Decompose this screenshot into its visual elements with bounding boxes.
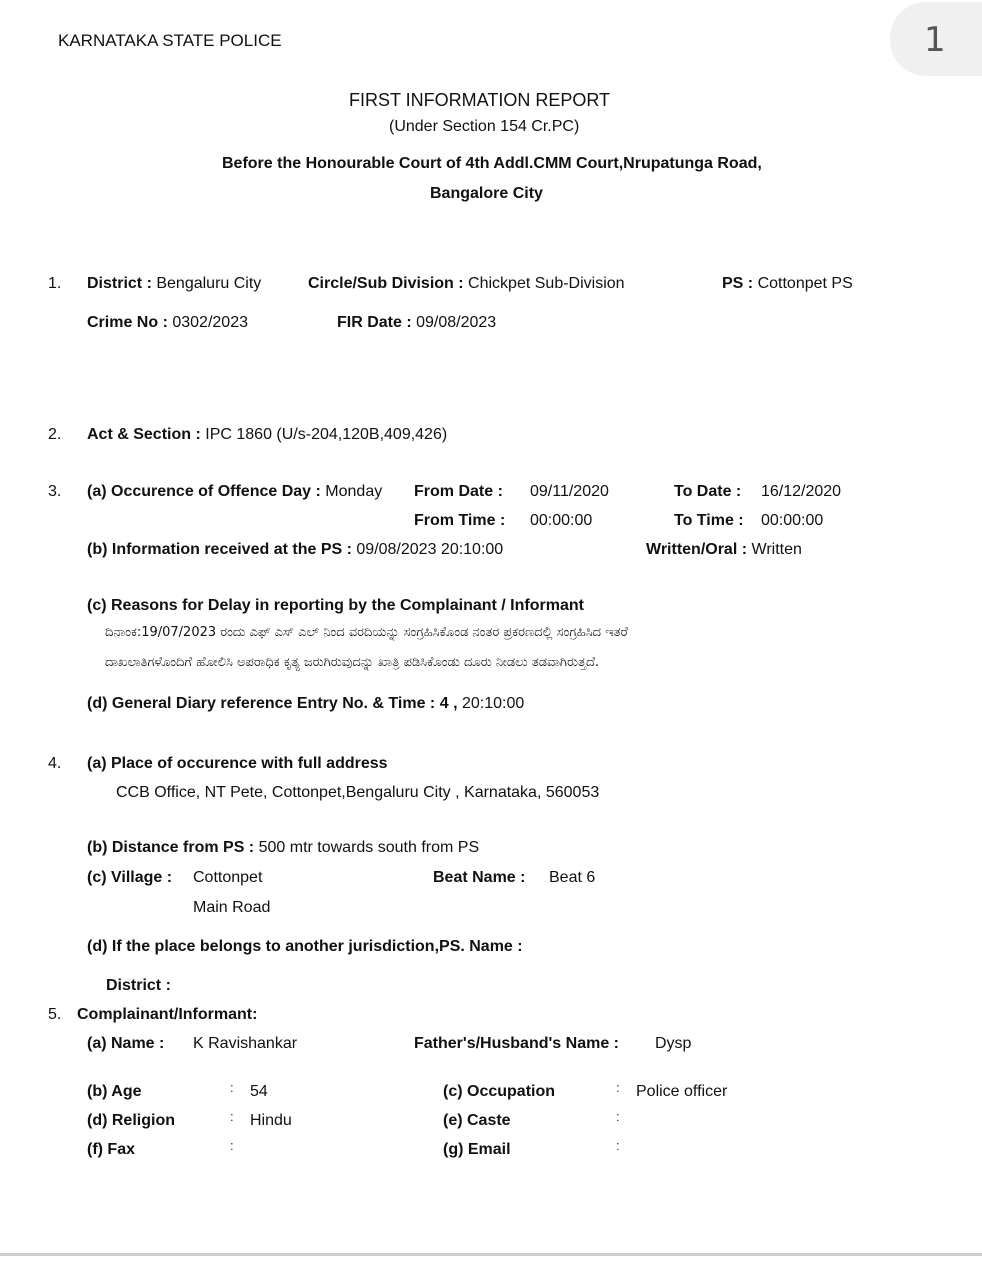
to-time-value: 00:00:00 — [761, 512, 824, 529]
page-number: 1 — [924, 20, 946, 60]
beat-value: Beat 6 — [549, 869, 596, 886]
from-time-value: 00:00:00 — [530, 512, 593, 529]
info-received-value: 09/08/2023 20:10:00 — [356, 541, 504, 558]
court-line-1: Before the Honourable Court of 4th Addl.CMM Court,Nrupatunga Road, — [222, 155, 762, 172]
name-label: (a) Name : — [87, 1035, 165, 1052]
section-2-number: 2. — [48, 426, 62, 443]
religion-value: Hindu — [250, 1112, 292, 1129]
act-section-row — [87, 426, 447, 444]
village-value-1: Cottonpet — [193, 869, 263, 886]
written-oral-value: Written — [751, 541, 802, 558]
report-title: FIRST INFORMATION REPORT — [349, 90, 611, 110]
jurisdiction-label: (d) If the place belongs to another jurisdiction,PS. Name : — [87, 938, 523, 955]
circle-value: Chickpet Sub-Division — [468, 275, 625, 292]
section-4-number: 4. — [48, 755, 62, 772]
district-row — [87, 275, 261, 293]
offence-day-label: (a) Occurence of Offence Day : — [87, 483, 321, 500]
complainant-title: Complainant/Informant: — [77, 1006, 258, 1023]
from-date-label: From Date : — [414, 483, 503, 500]
district-value: Bengaluru City — [156, 275, 262, 292]
page-bottom-divider — [0, 1253, 982, 1256]
father-name-value: Dysp — [655, 1035, 692, 1052]
name-value: K Ravishankar — [193, 1035, 298, 1052]
from-date-value: 09/11/2020 — [530, 483, 609, 500]
to-date-label: To Date : — [674, 483, 742, 500]
section-1-number: 1. — [48, 275, 62, 292]
court-line-2: Bangalore City — [430, 185, 543, 202]
place-label: (a) Place of occurence with full address — [87, 755, 388, 772]
religion-colon: : — [230, 1109, 234, 1124]
district-label: District : — [87, 275, 152, 292]
written-oral-row — [646, 541, 802, 559]
ps-row — [722, 275, 853, 293]
from-time-label: From Time : — [414, 512, 506, 529]
gd-time: 20:10:00 — [461, 695, 525, 712]
email-colon: : — [616, 1138, 620, 1153]
caste-colon: : — [616, 1109, 620, 1124]
to-time-label: To Time : — [674, 512, 744, 529]
crime-row — [87, 314, 248, 332]
age-label: (b) Age — [87, 1083, 142, 1100]
fax-label: (f) Fax — [87, 1141, 135, 1158]
report-subtitle: (Under Section 154 Cr.PC) — [389, 118, 580, 135]
fir-date-value: 09/08/2023 — [416, 314, 497, 331]
caste-label: (e) Caste — [443, 1112, 511, 1129]
jurisdiction-district-label: District : — [106, 977, 171, 994]
ps-label: PS : — [722, 275, 754, 292]
delay-reason-line-2: ದಾಖಲಾತಿಗಳೊಂದಿಗೆ ಹೋಲಿಸಿ ಅಪರಾಧಿಕ ಕೃತ್ಯ ಜರುಗಿರುವುದನ್ನು ಖಾತ್ರಿ ಪಡಿಸಿಕೊಂಡು ದೂರು ನೀಡಲು ತಡವಾಗಿರುತ್ತದೆ. — [105, 655, 600, 670]
gd-reference-row — [87, 695, 524, 713]
fax-colon: : — [230, 1138, 234, 1153]
info-received-label: (b) Information received at the PS : — [87, 541, 352, 558]
offence-day-value: Monday — [325, 483, 383, 500]
to-date-value: 16/12/2020 — [761, 483, 842, 500]
act-section-value: IPC 1860 (U/s-204,120B,409,426) — [205, 426, 448, 443]
section-5-number: 5. — [48, 1006, 62, 1023]
gd-reference-label: (d) General Diary reference Entry No. & Time : — [87, 695, 436, 712]
delay-reason-line-1: ದಿನಾಂಕ:19/07/2023 ರಂದು ಎಫ್ ಎಸ್ ಎಲ್ ನಿಂದ ವರದಿಯನ್ನು ಸಂಗ್ರಹಿಸಿಕೊಂಡ ನಂತರ ಪ್ರಕರಣದಲ್ಲಿ ಸಂಗ್ರಹಿಸಿದ ಇತರೆ — [105, 625, 628, 640]
circle-row — [308, 275, 625, 293]
org-name: KARNATAKA STATE POLICE — [58, 31, 282, 50]
distance-value: 500 mtr towards south from PS — [258, 839, 480, 856]
act-section-label: Act & Section : — [87, 426, 201, 443]
occupation-colon: : — [616, 1080, 620, 1095]
occupation-value: Police officer — [636, 1083, 728, 1100]
info-received-row — [87, 541, 503, 559]
age-colon: : — [230, 1080, 234, 1095]
place-address: CCB Office, NT Pete, Cottonpet,Bengaluru City , Karnataka, 560053 — [116, 784, 600, 801]
religion-label: (d) Religion — [87, 1112, 175, 1129]
crime-label: Crime No : — [87, 314, 168, 331]
fir-date-row — [337, 314, 496, 332]
ps-value: Cottonpet PS — [757, 275, 853, 292]
gd-entry-number: 4 , — [439, 695, 458, 712]
offence-day-row — [87, 483, 382, 501]
occupation-label: (c) Occupation — [443, 1083, 556, 1100]
village-value-2: Main Road — [193, 899, 271, 916]
email-label: (g) Email — [443, 1141, 511, 1158]
age-value: 54 — [250, 1083, 268, 1100]
father-name-label: Father's/Husband's Name : — [414, 1035, 619, 1052]
page-number-badge — [890, 2, 982, 76]
delay-reason-label: (c) Reasons for Delay in reporting by the Complainant / Informant — [87, 597, 584, 614]
section-3-number: 3. — [48, 483, 62, 500]
village-label: (c) Village : — [87, 869, 173, 886]
distance-row — [87, 839, 479, 857]
fir-date-label: FIR Date : — [337, 314, 412, 331]
circle-label: Circle/Sub Division : — [308, 275, 464, 292]
crime-value: 0302/2023 — [172, 314, 248, 331]
written-oral-label: Written/Oral : — [646, 541, 748, 558]
distance-label: (b) Distance from PS : — [87, 839, 255, 856]
beat-label: Beat Name : — [433, 869, 526, 886]
